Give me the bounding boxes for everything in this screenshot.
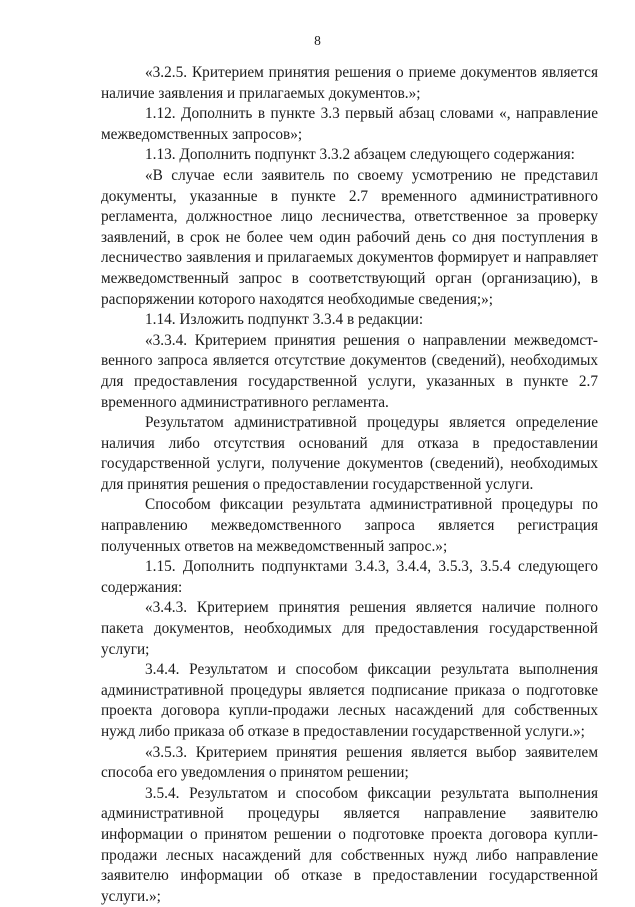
paragraph-3-3-4: «3.3.4. Критерием принятия решения о направлении межведомственного запроса является отсутствие документов (сведений), необходимых для предоставления государственной услуги, указанных в пункте 2.7 временного административного регламента. <box>101 331 598 411</box>
paragraph-3-2-5: «3.2.5. Критерием принятия решения о приеме документов является наличие заявления и прилагаемых документов.»; <box>101 64 598 102</box>
paragraph-1-14: 1.14. Изложить подпункт 3.3.4 в редакции: <box>145 311 424 329</box>
paragraph-3-4-4: 3.4.4. Результатом и способом фиксации результата выполнения административной процедуры является подписание приказа о подготовке проекта договора купли-продажи лесных насаждений для собственных нужд либо приказа об отказе в предоставлении государственной услуги.»; <box>101 661 598 740</box>
document-body <box>101 63 598 907</box>
paragraph-1-13: 1.13. Дополнить подпункт 3.3.2 абзацем следующего содержания: <box>145 146 575 164</box>
paragraph-fixation-method: Способом фиксации результата административной процедуры по направлению межведомственного запроса является регистрация полученных ответов на межведомственный запрос.»; <box>101 496 598 555</box>
paragraph-1-12: 1.12. Дополнить в пункте 3.3 первый абзац словами «, направление межведомственных запросов»; <box>101 105 598 143</box>
paragraph-procedure-result: Результатом административной процедуры является определение наличия либо отсутствия оснований для отказа в предоставлении государственной услуги, получение документов (сведений), необходимых для принятия решения о предоставлении государственной услуги. <box>101 414 598 493</box>
paragraph-1-15: 1.15. Дополнить подпунктами 3.4.3, 3.4.4, 3.5.3, 3.5.4 следующего содержания: <box>101 558 598 596</box>
page-number: 8 <box>314 33 321 48</box>
paragraph-3-4-3: «3.4.3. Критерием принятия решения является наличие полного пакета документов, необходимых для предоставления государственной услуги; <box>101 599 598 658</box>
paragraph-3-5-4: 3.5.4. Результатом и способом фиксации результата выполнения административной процедуры является направление заявителю информации о принятом решении о подготовке проекта договора купли-продажи лесных насаждений для собственных нужд либо направление заявителю информации об отказе в предоставлении государственной услуги.»; <box>101 784 598 905</box>
paragraph-interagency-request: «В случае если заявитель по своему усмотрению не представил документы, указанные в пункте 2.7 временного административного регламента, должностное лицо лесничества, ответственное за проверку заявлений, в срок не более чем один рабочий день со дня поступления в лесничество заявления и прилагаемых документов формирует и направляет межведомственный запрос в соответствующий орган (организацию), в распоряжении которого находятся необходимые сведения;»; <box>101 166 598 308</box>
paragraph-3-5-3: «3.5.3. Критерием принятия решения является выбор заявителем способа его уведомления о принятом решении; <box>101 743 598 782</box>
